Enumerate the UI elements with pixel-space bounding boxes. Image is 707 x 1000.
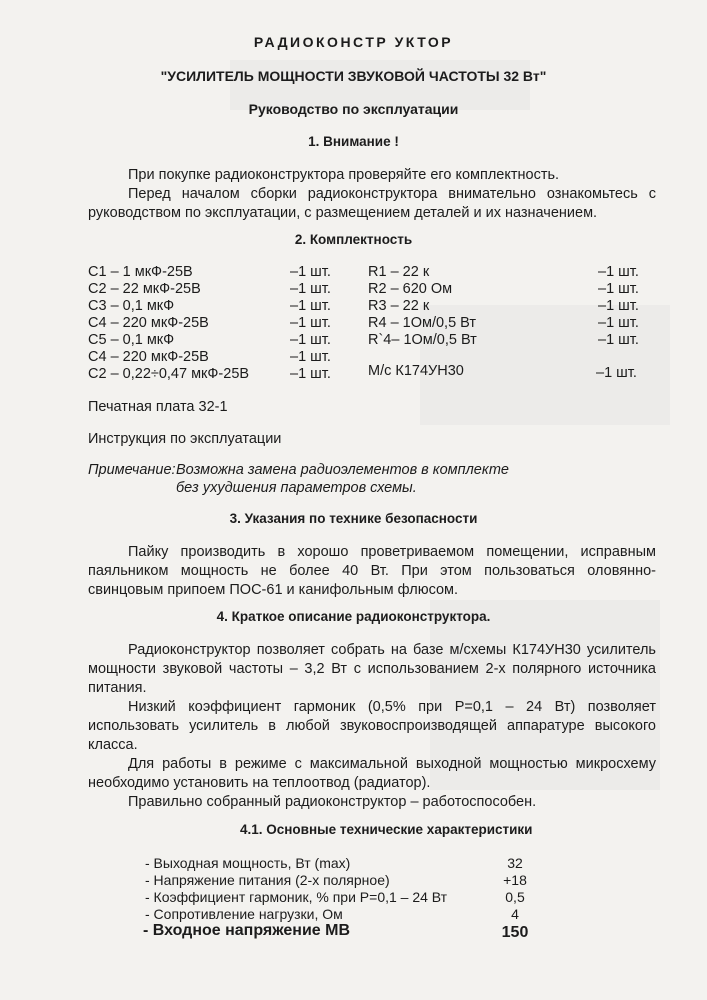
paragraph: Низкий коэффициент гармоник (0,5% при Р=0,1 – 24 Вт) позволяет использовать усилитель в любой звуковоспроизводящей аппаратуре высокого класса. xyxy=(88,699,656,753)
kit-item-qty: –1 шт. xyxy=(290,264,331,280)
paragraph: Для работы в режиме с максимальной выходной мощностью микросхему необходимо установить на теплоотвод (радиатор). xyxy=(88,756,656,791)
kit-item-name: R1 – 22 к xyxy=(368,264,430,280)
kit-item-name: R4 – 1Ом/0,5 Вт xyxy=(368,315,477,331)
spec-input-voltage-label: - Входное напряжение МВ xyxy=(143,922,350,939)
spec-value: 0,5 xyxy=(505,889,525,905)
kit-chip-name: М/с К174УН30 xyxy=(368,363,464,379)
kit-chip-qty: –1 шт. xyxy=(596,365,637,381)
document-title: РАДИОКОНСТР УКТОР xyxy=(253,34,454,50)
section-safety-text xyxy=(88,543,656,600)
kit-item-qty: –1 шт. xyxy=(598,332,639,348)
spec-label: - Коэффициент гармоник, % при Р=0,1 – 24 Вт xyxy=(145,889,448,905)
kit-item-name: С4 – 220 мкФ-25В xyxy=(88,349,209,365)
kit-item-name: С2 – 22 мкФ-25В xyxy=(88,281,201,297)
kit-item-qty: –1 шт. xyxy=(598,315,639,331)
kit-item-qty: –1 шт. xyxy=(598,298,639,314)
paragraph: Перед началом сборки радиоконструктора внимательно ознакомьтесь с руководством по эксплуатации, с размещением деталей и их назначением. xyxy=(88,186,656,221)
specs-labels xyxy=(145,855,447,923)
kit-item-qty: –1 шт. xyxy=(290,332,331,348)
paragraph: При покупке радиоконструктора проверяйте его комплектность. xyxy=(128,167,560,183)
kit-left-quantities xyxy=(290,264,331,383)
kit-item-name: R`4– 1Ом/0,5 Вт xyxy=(368,332,477,348)
paragraph: Правильно собранный радиоконструктор – работоспособен. xyxy=(128,794,537,810)
kit-item-name: С5 – 0,1 мкФ xyxy=(88,332,175,348)
spec-label: - Сопротивление нагрузки, Ом xyxy=(145,906,343,922)
spec-value: +18 xyxy=(503,872,527,888)
kit-left-names xyxy=(88,264,249,383)
kit-right-quantities xyxy=(598,264,639,349)
spec-value: 4 xyxy=(511,906,519,922)
kit-note xyxy=(88,461,509,497)
kit-item-qty: –1 шт. xyxy=(290,349,331,365)
spec-label: - Напряжение питания (2-х полярное) xyxy=(145,872,390,888)
section-specs-heading: 4.1. Основные технические характеристики xyxy=(240,822,533,837)
kit-right-names xyxy=(368,264,477,349)
spec-input-voltage-value: 150 xyxy=(501,924,529,941)
paragraph: Радиоконструктор позволяет собрать на базе м/схемы К174УН30 усилитель мощности звуковой частоты – 3,2 Вт с использованием 2-х полярного источника питания. xyxy=(88,642,656,696)
kit-manual: Инструкция по эксплуатации xyxy=(88,431,282,447)
kit-item-qty: –1 шт. xyxy=(290,298,331,314)
section-description-heading: 4. Краткое описание радиоконструктора. xyxy=(216,609,491,624)
kit-item-name: R3 – 22 к xyxy=(368,298,430,314)
kit-board: Печатная плата 32-1 xyxy=(88,399,228,415)
spec-value: 32 xyxy=(507,855,523,871)
paragraph: Пайку производить в хорошо проветриваемом помещении, исправным паяльником мощность не более 40 Вт. При этом пользоваться оловянно-свинцовым припоем ПОС-61 и канифольным флюсом. xyxy=(88,544,656,598)
kit-item-qty: –1 шт. xyxy=(290,366,331,382)
product-name: "УСИЛИТЕЛЬ МОЩНОСТИ ЗВУКОВОЙ ЧАСТОТЫ 32 Вт" xyxy=(160,68,547,84)
kit-item-name: R2 – 620 Ом xyxy=(368,281,453,297)
kit-item-name: С4 – 220 мкФ-25В xyxy=(88,315,209,331)
specs-values xyxy=(490,855,540,923)
section-kit-heading: 2. Комплектность xyxy=(294,232,413,247)
spec-label: - Выходная мощность, Вт (max) xyxy=(145,855,351,871)
section-safety-heading: 3. Указания по технике безопасности xyxy=(229,511,478,526)
kit-item-name: С1 – 1 мкФ-25В xyxy=(88,264,193,280)
kit-item-name: С2 – 0,22÷0,47 мкФ-25В xyxy=(88,366,250,382)
kit-item-qty: –1 шт. xyxy=(598,281,639,297)
section-description-text xyxy=(88,641,656,812)
note-label: Примечание: xyxy=(88,462,176,478)
section-attention-text xyxy=(88,166,656,223)
note-line: Возможна замена радиоэлементов в комплекте xyxy=(176,462,509,478)
kit-item-qty: –1 шт. xyxy=(598,264,639,280)
document-subtitle: Руководство по эксплуатации xyxy=(248,101,459,117)
note-line: без ухудшения параметров схемы. xyxy=(176,480,417,496)
kit-item-name: С3 – 0,1 мкФ xyxy=(88,298,175,314)
kit-item-qty: –1 шт. xyxy=(290,315,331,331)
kit-item-qty: –1 шт. xyxy=(290,281,331,297)
section-attention-heading: 1. Внимание ! xyxy=(308,134,399,149)
